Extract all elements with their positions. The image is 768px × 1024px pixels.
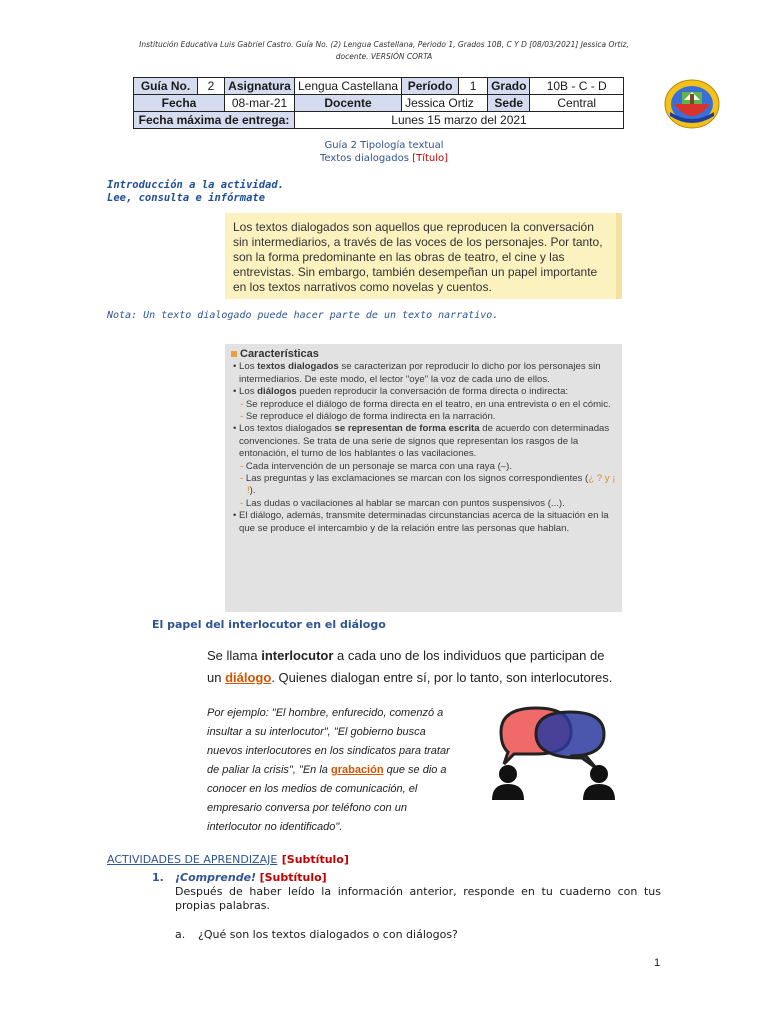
fecha-value: 08-mar-21: [225, 95, 295, 112]
question-a: ¿Qué son los textos dialogados o con diálogos?: [198, 928, 458, 941]
interlocutor-definition: Se llama interlocutor a cada uno de los individuos que participan de un diálogo. Quienes dialogan entre sí, por lo tanto, son interlocutores.: [207, 648, 613, 685]
nota-text: Nota: Un texto dialogado puede hacer parte de un texto narrativo.: [107, 310, 499, 321]
guide-title: Guía 2 Tipología textual: [324, 140, 444, 151]
grado-label: Grado: [488, 78, 530, 95]
intro-line-1: Introducción a la actividad.: [107, 179, 285, 191]
item-1-number: 1.: [152, 871, 164, 884]
fecha-label: Fecha: [134, 95, 225, 112]
comprende-heading: ¡Comprende! [Subtítulo]: [175, 871, 327, 884]
definition-box: Los textos dialogados son aquellos que reproducen la conversación sin intermediarios, a través de las voces de los personajes. Por tanto, son la forma predominante en las obras de teatro, el cine y las entrevistas. Sin embargo, también desempeñan un papel importante en los textos narrativos como novelas y cuentos.: [225, 213, 622, 299]
interlocutor-example: Por ejemplo: "El hombre, enfurecido, comenzó a insultar a su interlocutor", "El gobierno busca nuevos interlocutores en los sindicatos para tratar de paliar la crisis", "En la grabación que se dio a conocer en los medios de comunicación, el empresario conversa por teléfono con un interlocutor no identificado".: [207, 707, 450, 833]
caracteristicas-box: [225, 344, 622, 612]
bullet-4: • El diálogo, además, transmite determinadas circunstancias acerca de la situación en la que se produce el intercambio y de la relación entre las personas que hablan.: [233, 510, 609, 534]
bullet-3: • Los textos dialogados se representan de forma escrita de acuerdo con determinadas convenciones. Se trata de una serie de signos que representan los rasgos de la entonación, el turno de los hablantes o las vacilaciones.: [233, 423, 610, 460]
docente-label: Docente: [295, 95, 402, 112]
bullet-2: • Los diálogos pueden reproducir la conversación de forma directa o indirecta:: [233, 386, 569, 398]
entrega-value: Lunes 15 marzo del 2021: [295, 112, 624, 129]
intro-line-2: Lee, consulta e infórmate: [107, 192, 266, 204]
actividades-title: ACTIVIDADES DE APRENDIZAJE [Subtítulo]: [107, 853, 349, 866]
bullet-1: • Los textos dialogados se caracterizan por reproducir lo dicho por los personajes sin intermediarios. De este modo, el lector "oye" la voz de cada uno de ellos.: [233, 361, 601, 385]
asignatura-label: Asignatura: [225, 78, 295, 95]
guia-value: 2: [198, 78, 225, 95]
comprende-instructions: Después de haber leído la información anterior, responde en tu cuaderno con tus propias palabras.: [175, 885, 661, 912]
school-crest-icon: [664, 78, 720, 130]
dash-3: - Cada intervención de un personaje se marca con una raya (–).: [240, 460, 512, 472]
dialogue-illustration-icon: [486, 700, 621, 805]
dash-1: - Se reproduce el diálogo de forma directa en el teatro, en una entrevista o en el cómic.: [240, 398, 611, 410]
asignatura-value: Lengua Castellana: [295, 78, 402, 95]
grado-value: 10B - C - D: [530, 78, 624, 95]
docente-value: Jessica Ortiz: [402, 95, 488, 112]
header-line-2: docente. VERSIÓN CORTA: [335, 52, 433, 61]
dash-4: - Las preguntas y las exclamaciones se marcan con los signos correspondientes (¿ ? y ¡ !).: [240, 473, 616, 497]
entrega-label: Fecha máxima de entrega:: [134, 112, 295, 129]
guia-label: Guía No.: [134, 78, 198, 95]
dialogo-link[interactable]: diálogo: [225, 670, 272, 685]
guide-subtitle: [0, 153, 768, 164]
sede-value: Central: [530, 95, 624, 112]
dash-2: - Se reproduce el diálogo de forma indirecta en la narración.: [240, 411, 496, 423]
caracteristicas-heading: Características: [231, 348, 616, 360]
periodo-label: Período: [402, 78, 459, 95]
guide-subtitle-text: Textos dialogados: [319, 153, 409, 164]
title-tag: [Título]: [412, 153, 449, 164]
periodo-value: 1: [459, 78, 488, 95]
actividades-tag: [Subtítulo]: [281, 853, 349, 866]
question-a-label: a.: [175, 928, 186, 941]
guide-info-table: [133, 77, 624, 129]
grabacion-link[interactable]: grabación: [330, 764, 384, 776]
page-number: 1: [654, 957, 661, 969]
interlocutor-heading: El papel del interlocutor en el diálogo: [152, 618, 386, 631]
sede-label: Sede: [488, 95, 530, 112]
header-line-1: Institución Educativa Luis Gabriel Castro. Guía No. (2) Lengua Castellana, Periodo 1, Grados 10B, C Y D [08/03/2021] Jessica Ortiz,: [139, 40, 629, 49]
dash-5: - Las dudas o vacilaciones al hablar se marcan con puntos suspensivos (...).: [240, 497, 565, 509]
